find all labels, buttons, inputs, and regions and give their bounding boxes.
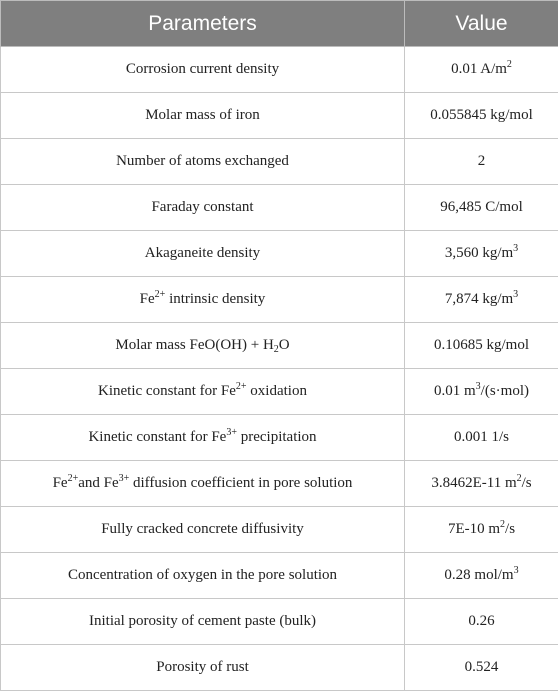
parameter-cell: $Fe^{2+}$ intrinsic density <box>1 277 405 323</box>
parameter-cell: $Fe^{2+}and$ $Fe^{3+}$ diffusion coefficient in pore solution <box>1 461 405 507</box>
parameter-cell: Porosity of rust <box>1 645 405 691</box>
table-row <box>1 231 558 277</box>
table-row <box>1 461 558 507</box>
parameter-cell: Concentration of oxygen in the pore solution <box>1 553 405 599</box>
parameter-cell: Kinetic constant for $Fe^{3+}$ precipitation <box>1 415 405 461</box>
parameter-cell: Number of atoms exchanged <box>1 139 405 185</box>
header-value: Value <box>405 1 558 47</box>
table-row <box>1 323 558 369</box>
value-cell: 0.01 $m^3/(s\cdot mol)$ <box>405 369 558 415</box>
value-cell: 0.28 mol/$m^3$ <box>405 553 558 599</box>
value-cell: 2 <box>405 139 558 185</box>
table-body <box>1 47 558 691</box>
parameter-cell: Fully cracked concrete diffusivity <box>1 507 405 553</box>
parameter-cell: Akaganeite density <box>1 231 405 277</box>
value-cell: 96,485 C/mol <box>405 185 558 231</box>
parameter-cell: Molar mass $FeO(OH) + H_2O$ <box>1 323 405 369</box>
value-cell: 0.10685 kg/mol <box>405 323 558 369</box>
header-parameters: Parameters <box>1 1 405 47</box>
table-row <box>1 277 558 323</box>
value-cell: 0.524 <box>405 645 558 691</box>
table-row <box>1 185 558 231</box>
value-cell: 7,874 $kg/m^3$ <box>405 277 558 323</box>
value-cell: 7E-10 $m^2/s$ <box>405 507 558 553</box>
table-row <box>1 553 558 599</box>
value-cell: 0.055845 kg/mol <box>405 93 558 139</box>
parameter-cell: Faraday constant <box>1 185 405 231</box>
table-row <box>1 93 558 139</box>
table-row <box>1 645 558 691</box>
table-row <box>1 139 558 185</box>
table-row <box>1 47 558 93</box>
table-row <box>1 415 558 461</box>
value-cell: 0.01 $A/m^2$ <box>405 47 558 93</box>
table-row <box>1 369 558 415</box>
value-cell: 0.26 <box>405 599 558 645</box>
value-cell: 3,560 $kg/m^3$ <box>405 231 558 277</box>
parameter-cell: Initial porosity of cement paste (bulk) <box>1 599 405 645</box>
value-cell: 0.001 1/s <box>405 415 558 461</box>
parameter-cell: Kinetic constant for $Fe^{2+}$ oxidation <box>1 369 405 415</box>
parameter-cell: Molar mass of iron <box>1 93 405 139</box>
table-row <box>1 599 558 645</box>
table-row <box>1 507 558 553</box>
header-row <box>1 1 558 47</box>
parameter-cell: Corrosion current density <box>1 47 405 93</box>
value-cell: 3.8462E-11 $m^2/s$ <box>405 461 558 507</box>
